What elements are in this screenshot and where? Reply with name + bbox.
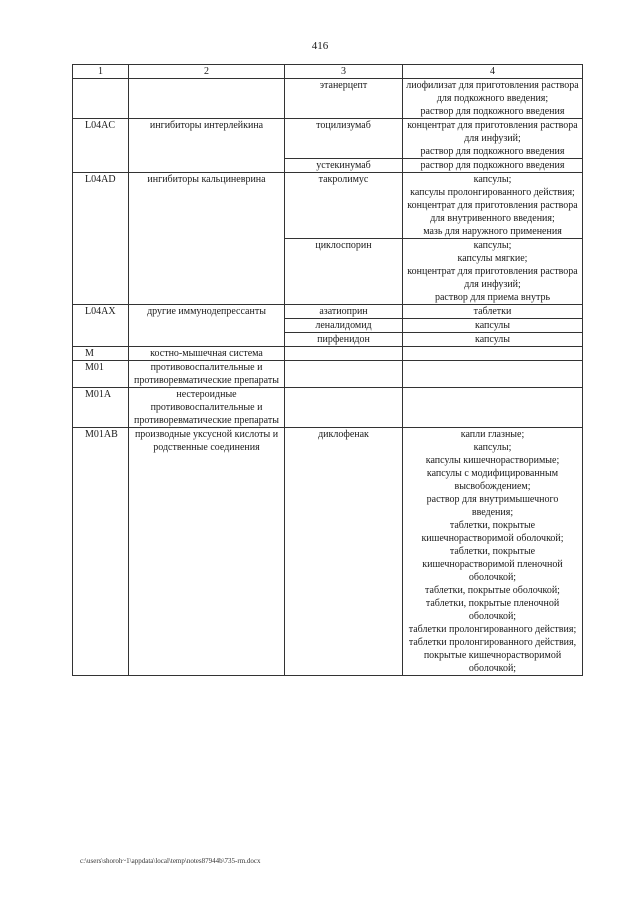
- dosage-forms-cell: [403, 333, 583, 347]
- table-header-row: [73, 65, 583, 79]
- dosage-forms-cell: [403, 79, 583, 119]
- dosage-form: капсулы кишечнорастворимые;: [425, 455, 560, 466]
- column-header: 2: [129, 65, 285, 79]
- dosage-forms-cell: [403, 119, 583, 159]
- dosage-forms-cell: [403, 347, 583, 361]
- dosage-form: капсулы: [475, 334, 510, 345]
- dosage-form: таблетки, покрытые пленочной оболочкой;: [425, 598, 560, 622]
- dosage-form: капсулы;: [473, 240, 512, 251]
- drug-name-cell: [285, 347, 403, 361]
- drug-name-cell: такролимус: [285, 173, 403, 239]
- group-name-cell: производные уксусной кислоты и родственные соединения: [129, 428, 285, 676]
- dosage-forms-cell: [403, 388, 583, 428]
- dosage-forms-cell: [403, 173, 583, 239]
- dosage-form: раствор для подкожного введения: [420, 146, 565, 157]
- atc-code-cell: M01AB: [73, 428, 129, 676]
- table-row: [73, 305, 583, 319]
- atc-code-cell: L04AD: [73, 173, 129, 305]
- table-row: [73, 428, 583, 676]
- group-name-cell: нестероидные противовоспалительные и противоревматические препараты: [129, 388, 285, 428]
- atc-code-cell: M01: [73, 361, 129, 388]
- dosage-form: таблетки пролонгированного действия, покрытые кишечнорастворимой оболочкой;: [408, 637, 577, 674]
- drug-name-cell: этанерцепт: [285, 79, 403, 119]
- column-header: 3: [285, 65, 403, 79]
- table-row: [73, 347, 583, 361]
- drug-name-cell: пирфенидон: [285, 333, 403, 347]
- dosage-form: таблетки, покрытые оболочкой;: [425, 585, 560, 596]
- table-row: [73, 388, 583, 428]
- dosage-form: таблетки: [473, 306, 512, 317]
- atc-code-cell: M: [73, 347, 129, 361]
- dosage-forms-cell: [403, 159, 583, 173]
- dosage-form: капсулы;: [473, 442, 512, 453]
- drug-name-cell: азатиоприн: [285, 305, 403, 319]
- dosage-form: таблетки, покрытые кишечнорастворимой оболочкой;: [421, 520, 564, 544]
- dosage-form: капли глазные;: [460, 429, 525, 440]
- dosage-forms-cell: [403, 305, 583, 319]
- dosage-form: концентрат для приготовления раствора для инфузий;: [407, 266, 578, 290]
- dosage-form: раствор для подкожного введения: [420, 106, 565, 117]
- drug-name-cell: циклоспорин: [285, 239, 403, 305]
- dosage-forms-cell: [403, 319, 583, 333]
- dosage-form: раствор для приема внутрь: [434, 292, 551, 303]
- dosage-form: мазь для наружного применения: [423, 226, 562, 237]
- drug-name-cell: [285, 388, 403, 428]
- drug-name-cell: леналидомид: [285, 319, 403, 333]
- group-name-cell: противовоспалительные и противоревматические препараты: [129, 361, 285, 388]
- document-path-footer: c:\users\shoroh~1\appdata\local\temp\notes87944b\735-rm.docx: [80, 857, 261, 865]
- table-row: [73, 173, 583, 239]
- atc-code-cell: M01A: [73, 388, 129, 428]
- dosage-forms-cell: [403, 239, 583, 305]
- column-header: 4: [403, 65, 583, 79]
- table-row: [73, 361, 583, 388]
- table-body: [73, 65, 583, 676]
- column-header: 1: [73, 65, 129, 79]
- dosage-form: таблетки пролонгированного действия;: [408, 624, 577, 635]
- dosage-form: раствор для внутримышечного введения;: [426, 494, 559, 518]
- drug-name-cell: диклофенак: [285, 428, 403, 676]
- group-name-cell: [129, 79, 285, 119]
- group-name-cell: костно-мышечная система: [129, 347, 285, 361]
- dosage-form: капсулы пролонгированного действия;: [410, 187, 575, 198]
- drug-name-cell: [285, 361, 403, 388]
- group-name-cell: другие иммунодепрессанты: [129, 305, 285, 347]
- drug-name-cell: устекинумаб: [285, 159, 403, 173]
- atc-code-cell: [73, 79, 129, 119]
- group-name-cell: ингибиторы кальциневрина: [129, 173, 285, 305]
- drug-name-cell: тоцилизумаб: [285, 119, 403, 159]
- dosage-form: капсулы: [475, 320, 510, 331]
- dosage-form: капсулы мягкие;: [457, 253, 528, 264]
- dosage-form: концентрат для приготовления раствора для инфузий;: [407, 120, 578, 144]
- group-name-cell: ингибиторы интерлейкина: [129, 119, 285, 173]
- medication-table: [72, 64, 583, 676]
- atc-code-cell: L04AC: [73, 119, 129, 173]
- table-row: [73, 79, 583, 119]
- atc-code-cell: L04AX: [73, 305, 129, 347]
- dosage-forms-cell: [403, 428, 583, 676]
- dosage-form: лиофилизат для приготовления раствора для подкожного введения;: [406, 80, 579, 104]
- dosage-form: концентрат для приготовления раствора для внутривенного введения;: [407, 200, 578, 224]
- dosage-form: капсулы;: [473, 174, 512, 185]
- table-row: [73, 119, 583, 159]
- page-number: 416: [311, 40, 329, 52]
- dosage-form: капсулы с модифицированным высвобождением;: [426, 468, 559, 492]
- dosage-forms-cell: [403, 361, 583, 388]
- dosage-form: таблетки, покрытые кишечнорастворимой пленочной оболочкой;: [422, 546, 563, 583]
- dosage-form: раствор для подкожного введения: [420, 160, 565, 171]
